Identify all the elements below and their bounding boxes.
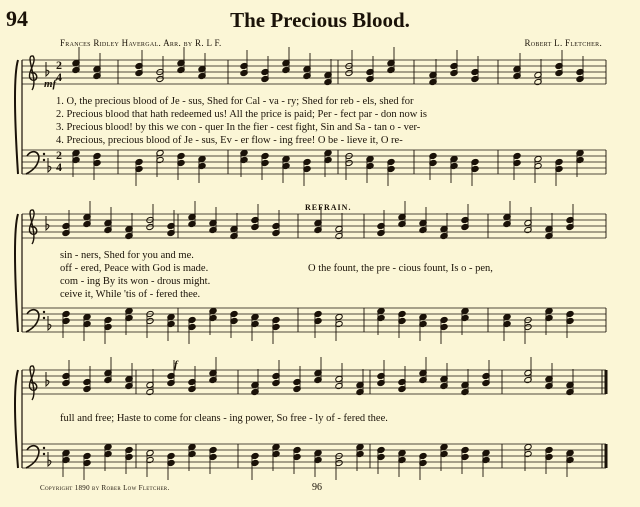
verse-1-continuation: sin - ners, Shed for you and me. bbox=[60, 250, 194, 261]
refrain-lyrics-end: full and free; Haste to come for cleans - ing power, So free - ly of - fered thee. bbox=[60, 413, 388, 424]
lyricist-credit: Frances Ridley Havergal. Arr. by R. L F. bbox=[60, 38, 222, 48]
flat-icon bbox=[48, 316, 51, 330]
flat-icon bbox=[46, 372, 49, 386]
flat-icon bbox=[48, 452, 51, 466]
treble-clef-icon bbox=[29, 366, 36, 400]
verse-3-continuation: com - ing By its won - drous might. bbox=[60, 276, 211, 287]
copyright-notice: Copyright 1890 by Rober Low Fletcher. bbox=[40, 484, 170, 492]
treble-clef-icon bbox=[29, 210, 36, 244]
bass-clef-dot bbox=[43, 159, 45, 161]
dynamic-f: f bbox=[174, 359, 178, 371]
verse-3-line: 3. Precious blood! by this we con - quer In the fier - cest fight, Sin and Sa - tan o - ver- bbox=[56, 122, 421, 133]
bass-clef-icon bbox=[26, 152, 39, 174]
time-signature: 4 bbox=[56, 160, 62, 174]
bass-clef-dot bbox=[43, 453, 45, 455]
refrain-label: REFRAIN. bbox=[305, 203, 352, 212]
verse-2-continuation: off - ered, Peace with God is made. bbox=[60, 263, 209, 274]
verse-4-line: 4. Precious, precious blood of Je - sus, Ev - er flow - ing free! O be - lieve it, O re- bbox=[56, 135, 403, 146]
bass-clef-dot bbox=[43, 317, 45, 319]
verse-2-line: 2. Precious blood that hath redeemed us! All the price is paid; Per - fect par - don now is bbox=[56, 109, 427, 120]
treble-clef-icon bbox=[29, 56, 36, 90]
time-signature: 4 bbox=[56, 70, 62, 84]
bass-clef-icon bbox=[26, 310, 39, 332]
composer-credit: Robert L. Fletcher. bbox=[524, 38, 602, 48]
flat-icon bbox=[46, 216, 49, 230]
time-signature: 2 bbox=[56, 148, 62, 162]
verse-4-continuation: ceive it, While 'tis of - fered thee. bbox=[60, 289, 201, 300]
flat-icon bbox=[46, 62, 49, 76]
time-signature: 2 bbox=[56, 58, 62, 72]
bass-clef-dot bbox=[43, 447, 45, 449]
hymn-number: 94 bbox=[6, 6, 28, 31]
bass-clef-dot bbox=[43, 311, 45, 313]
dynamic-mf: mf bbox=[44, 78, 57, 90]
system-brace bbox=[15, 370, 18, 468]
flat-icon bbox=[48, 158, 51, 172]
page-number: 96 bbox=[312, 482, 322, 493]
bass-clef-icon bbox=[26, 446, 39, 468]
refrain-lyrics: O the fount, the pre - cious fount, Is o - pen, bbox=[308, 263, 493, 274]
hymn-title: The Precious Blood. bbox=[230, 8, 410, 32]
bass-clef-dot bbox=[43, 153, 45, 155]
system-brace bbox=[15, 214, 18, 332]
system-brace bbox=[15, 60, 18, 174]
verse-1-line: 1. O, the precious blood of Je - sus, Shed for Cal - va - ry; Shed for reb - els, shed for bbox=[56, 96, 414, 107]
